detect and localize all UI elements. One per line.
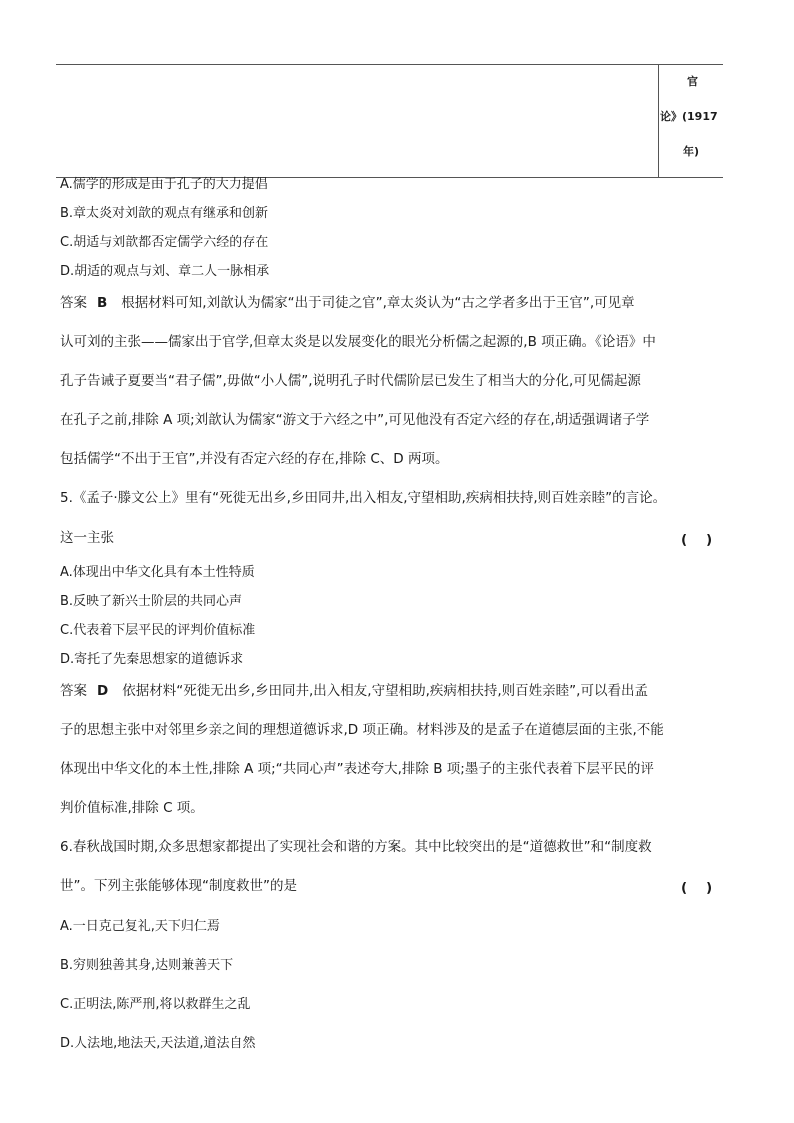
q4-explanation-1: 根据材料可知,刘歆认为儒家“出于司徒之官”,章太炎认为“古之学者多出于王官”,可见章 [121, 295, 635, 311]
q5-explanation-1: 依据材料“死徙无出乡,乡田同井,出入相友,守望相助,疾病相扶持,则百姓亲睦”,可以看出孟 [122, 683, 648, 699]
table-cell-text-2: 论》(1917 [660, 110, 718, 123]
q4-option-c: C.胡适与刘歆都否定儒学六经的存在 [60, 235, 269, 250]
q4-explanation-5: 包括儒学“不出于王官”,并没有否定六经的存在,排除 C、D 两项。 [60, 451, 449, 467]
q4-option-a: A.儒学的形成是由于孔子的大力提倡 [60, 177, 268, 192]
q5-option-c: C.代表着下层平民的评判价值标准 [60, 623, 256, 638]
answer-label: 答案 [60, 683, 87, 699]
q4-explanation-2: 认可刘的主张——儒家出于官学,但章太炎是以发展变化的眼光分析儒之起源的,B 项正确。《论语》中 [60, 334, 656, 350]
answer-letter: B [97, 295, 108, 311]
q6-option-d: D.人法地,地法天,天法道,道法自然 [60, 1036, 256, 1051]
q5-explanation-3: 体现出中华文化的本土性,排除 A 项;“共同心声”表述夸大,排除 B 项;墨子的主张代表着下层平民的评 [60, 761, 654, 777]
q5-explanation-4: 判价值标准,排除 C 项。 [60, 800, 204, 816]
q6-stem-line-1: 6.春秋战国时期,众多思想家都提出了实现社会和谐的方案。其中比较突出的是“道德救世”和“制度救 [60, 839, 652, 855]
q4-answer-line [60, 297, 635, 311]
q5-answer-blank: ( ) [681, 532, 713, 548]
table-cell-text-3: 年) [683, 145, 700, 158]
answer-letter: D [97, 683, 109, 699]
q5-option-a: A.体现出中华文化具有本土性特质 [60, 565, 255, 580]
q4-option-b: B.章太炎对刘歆的观点有继承和创新 [60, 206, 269, 221]
answer-label: 答案 [60, 295, 87, 311]
q5-stem-line-2: 这一主张 [60, 530, 114, 546]
table-cell-text-1: 官 [687, 75, 698, 88]
q6-stem-line-2: 世”。下列主张能够体现“制度救世”的是 [60, 878, 297, 894]
q4-explanation-3: 孔子告诫子夏要当“君子儒”,毋做“小人儒”,说明孔子时代儒阶层已发生了相当大的分化,可见儒起源 [60, 373, 641, 389]
q6-option-a: A.一日克己复礼,天下归仁焉 [60, 919, 220, 934]
q5-option-d: D.寄托了先秦思想家的道德诉求 [60, 652, 244, 667]
q6-option-b: B.穷则独善其身,达则兼善天下 [60, 958, 234, 973]
q6-option-c: C.正明法,陈严刑,将以救群生之乱 [60, 997, 251, 1012]
q5-option-b: B.反映了新兴士阶层的共同心声 [60, 594, 243, 609]
table-divider [658, 65, 659, 177]
q6-answer-blank: ( ) [681, 880, 713, 896]
table-fragment [56, 64, 723, 178]
q4-option-d: D.胡适的观点与刘、章二人一脉相承 [60, 264, 270, 279]
q5-answer-line [60, 685, 648, 699]
q4-explanation-4: 在孔子之前,排除 A 项;刘歆认为儒家“游文于六经之中”,可见他没有否定六经的存在,胡适强调诸子学 [60, 412, 650, 428]
q5-stem-line-1: 5.《孟子·滕文公上》里有“死徙无出乡,乡田同井,出入相友,守望相助,疾病相扶持,则百姓亲睦”的言论。 [60, 490, 667, 506]
q5-explanation-2: 子的思想主张中对邻里乡亲之间的理想道德诉求,D 项正确。材料涉及的是孟子在道德层面的主张,不能 [60, 722, 664, 738]
